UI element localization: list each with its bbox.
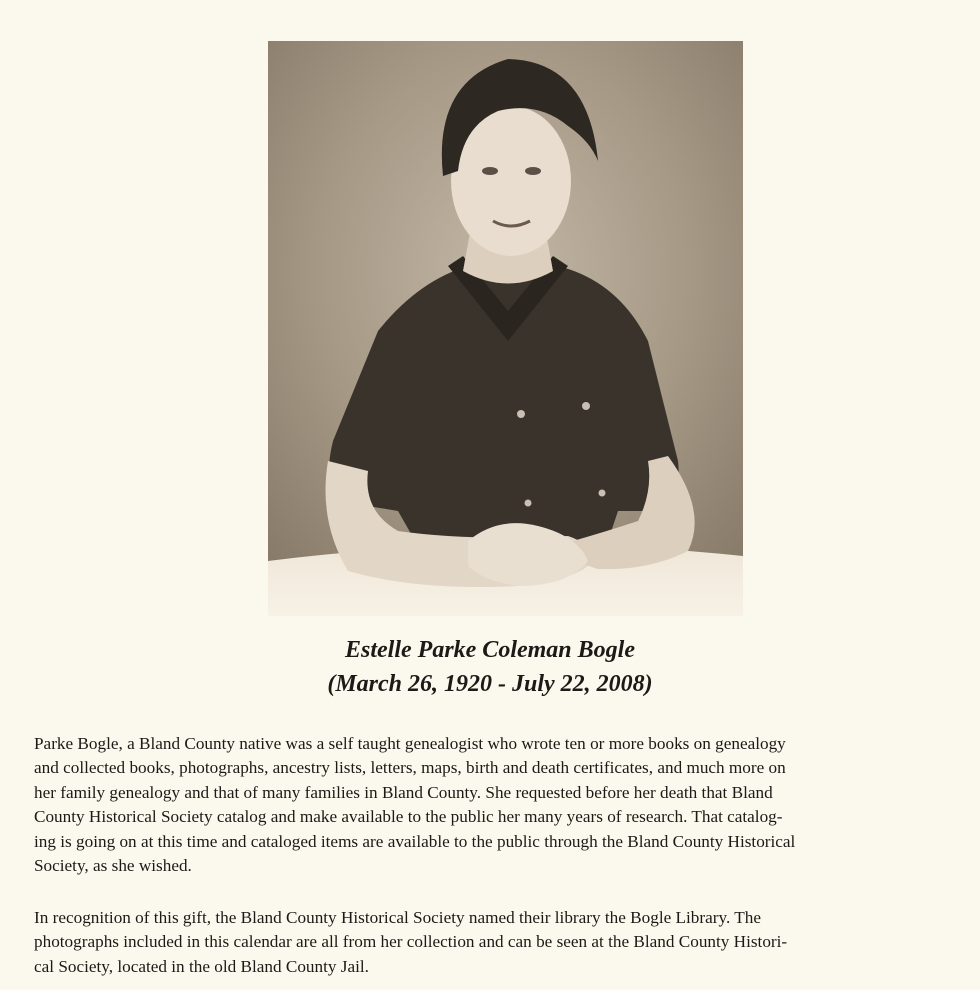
recognition-paragraph [34,906,964,979]
biography-paragraph [34,732,964,878]
paragraph-line: and collected books, photographs, ancestry lists, letters, maps, birth and death certificates, and much more on [34,758,786,778]
paragraph-line: In recognition of this gift, the Bland County Historical Society named their library the Bogle Library. The [34,908,761,927]
person-name: Estelle Parke Coleman Bogle [345,637,635,663]
paragraph-line: County Historical Society catalog and make available to the public her many years of research. That catalog- [34,807,783,827]
paragraph-line: her family genealogy and that of many families in Bland County. She requested before her death that Bland [34,782,773,802]
paragraph-line: photographs included in this calendar are all from her collection and can be seen at the Bland County Histori- [34,932,788,952]
life-dates: (March 26, 1920 - July 22, 2008) [327,671,653,697]
paragraph-line: cal Society, located in the old Bland County Jail. [34,956,369,976]
portrait-photo-icon [268,41,743,616]
paragraph-line: Parke Bogle, a Bland County native was a self taught genealogist who wrote ten or more books on genealogy [34,734,786,753]
paragraph-line: ing is going on at this time and cataloged items are available to the public through the Bland County Historical [34,831,796,851]
paragraph-line: Society, as she wished. [34,856,192,876]
portrait-photo [268,41,743,616]
